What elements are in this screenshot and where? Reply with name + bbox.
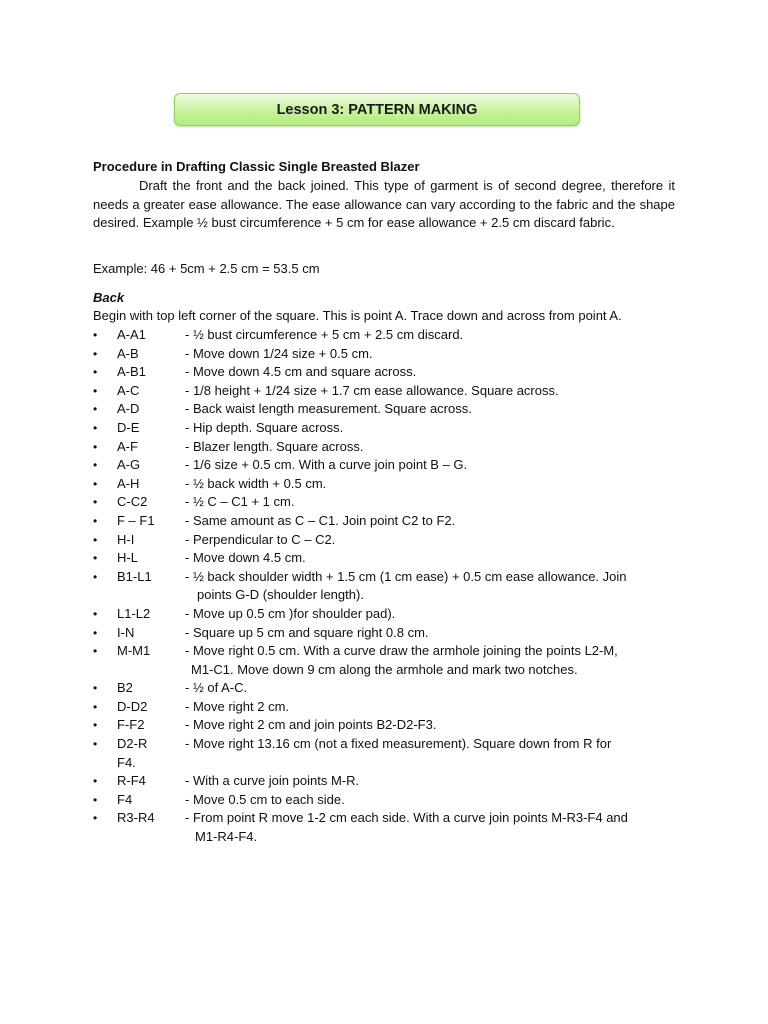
step-item (93, 716, 675, 735)
step-description: - Blazer length. Square across. (185, 438, 364, 454)
bullet-glyph: • (93, 699, 98, 714)
bullet-glyph: • (93, 718, 98, 733)
step-code: A-C (117, 382, 140, 398)
step-code: A-G (117, 457, 141, 473)
bullet-glyph: • (93, 644, 98, 659)
step-description: - Perpendicular to C – C2. (185, 531, 336, 547)
step-code: R3-R4 (117, 810, 155, 826)
drafting-steps-list (93, 326, 675, 847)
step-item (93, 326, 675, 345)
step-code: M-M1 (117, 643, 151, 659)
step-description: - Move right 2 cm. (185, 698, 290, 714)
bullet-glyph: • (93, 383, 98, 398)
lesson-title-banner (174, 93, 580, 126)
bullet-glyph: • (93, 551, 98, 566)
step-item (93, 772, 675, 791)
step-item (93, 568, 675, 605)
step-description: - Same amount as C – C1. Join point C2 to F2. (185, 512, 456, 528)
back-subheading: Back (93, 290, 125, 305)
step-code: D-D2 (117, 698, 148, 714)
step-item (93, 345, 675, 364)
step-item (93, 419, 675, 438)
step-description: - ½ bust circumference + 5 cm + 2.5 cm discard. (185, 327, 464, 342)
step-code: F-F2 (117, 717, 145, 733)
step-description: - 1/8 height + 1/24 size + 1.7 cm ease allowance. Square across. (185, 382, 559, 398)
step-description: - Move right 0.5 cm. With a curve draw the armhole joining the points L2-M, (185, 643, 618, 659)
step-item (93, 438, 675, 457)
step-item (93, 512, 675, 531)
step-item (93, 698, 675, 717)
step-code: D-E (117, 419, 140, 435)
step-description: - Move down 1/24 size + 0.5 cm. (185, 345, 373, 361)
bullet-glyph: • (93, 402, 98, 417)
bullet-glyph: • (93, 495, 98, 510)
step-code: A-F (117, 438, 138, 454)
step-item (93, 791, 675, 810)
step-code: H-I (117, 531, 135, 547)
step-item (93, 549, 675, 568)
bullet-glyph: • (93, 365, 98, 380)
step-description: - Move up 0.5 cm )for shoulder pad). (185, 605, 396, 621)
step-code: A-B (117, 345, 139, 361)
step-description: - Square up 5 cm and square right 0.8 cm. (185, 624, 429, 640)
back-intro-line: Begin with top left corner of the square. This is point A. Trace down and across from point A. (93, 308, 622, 323)
step-description: - Move down 4.5 cm. (185, 550, 306, 566)
step-item (93, 642, 675, 679)
step-code: A-H (117, 475, 140, 491)
step-item (93, 363, 675, 382)
bullet-glyph: • (93, 476, 98, 491)
intro-paragraph: Draft the front and the back joined. This type of garment is of second degree, therefore it needs a greater ease allowance. The ease allowance can vary according to the fabric and the shape desired. Example ½ bust circumference + 5 cm for ease allowance + 2.5 cm discard fabric. (93, 178, 675, 231)
bullet-glyph: • (93, 532, 98, 547)
step-code: F – F1 (117, 512, 155, 528)
step-code: B1-L1 (117, 568, 152, 584)
step-item (93, 735, 675, 772)
bullet-glyph: • (93, 420, 98, 435)
step-description: - From point R move 1-2 cm each side. With a curve join points M-R3-F4 and (185, 810, 628, 826)
step-description-continued: points G-D (shoulder length). (197, 587, 364, 603)
step-description: - 1/6 size + 0.5 cm. With a curve join point B – G. (185, 457, 468, 473)
step-code: I-N (117, 624, 135, 640)
bullet-glyph: • (93, 811, 98, 826)
section-heading: Procedure in Drafting Classic Single Breasted Blazer (93, 159, 420, 174)
step-code: L1-L2 (117, 605, 151, 621)
step-description: - Hip depth. Square across. (185, 419, 344, 435)
step-item (93, 382, 675, 401)
bullet-glyph: • (93, 606, 98, 621)
step-description: - Move right 2 cm and join points B2-D2-F3. (185, 717, 437, 733)
bullet-glyph: • (93, 792, 98, 807)
bullet-glyph: • (93, 513, 98, 528)
step-code: H-L (117, 550, 138, 566)
step-item (93, 809, 675, 846)
step-item (93, 624, 675, 643)
step-item (93, 493, 675, 512)
step-code: A-B1 (117, 364, 146, 380)
step-description: - Back waist length measurement. Square across. (185, 401, 472, 417)
bullet-glyph: • (93, 681, 98, 696)
step-description: - ½ back shoulder width + 1.5 cm (1 cm ease) + 0.5 cm ease allowance. Join (185, 568, 627, 584)
step-description: - ½ C – C1 + 1 cm. (185, 494, 295, 510)
step-item (93, 605, 675, 624)
step-description-wrapped: F4. (117, 754, 136, 770)
step-description-continued: M1-C1. Move down 9 cm along the armhole and mark two notches. (191, 661, 578, 677)
step-item (93, 400, 675, 419)
example-line: Example: 46 + 5cm + 2.5 cm = 53.5 cm (93, 261, 320, 276)
bullet-glyph: • (93, 737, 98, 752)
step-code: R-F4 (117, 773, 146, 789)
bullet-glyph: • (93, 439, 98, 454)
bullet-glyph: • (93, 569, 98, 584)
step-description: - Move 0.5 cm to each side. (185, 791, 345, 807)
step-description: - Move right 13.16 cm (not a fixed measurement). Square down from R for (185, 736, 612, 752)
step-description-continued: M1-R4-F4. (195, 829, 258, 845)
bullet-glyph: • (93, 458, 98, 473)
bullet-glyph: • (93, 625, 98, 640)
step-code: A-D (117, 401, 140, 417)
bullet-glyph: • (93, 774, 98, 789)
bullet-glyph: • (93, 346, 98, 361)
step-item (93, 531, 675, 550)
step-description: - With a curve join points M-R. (185, 773, 360, 789)
step-code: C-C2 (117, 494, 148, 510)
lesson-title: Lesson 3: PATTERN MAKING (276, 101, 478, 118)
step-item (93, 456, 675, 475)
step-code: F4 (117, 791, 133, 807)
step-code: D2-R (117, 736, 148, 752)
step-code: A-A1 (117, 327, 146, 342)
step-description: - ½ back width + 0.5 cm. (185, 475, 327, 491)
step-description: - ½ of A-C. (185, 680, 248, 696)
step-item (93, 475, 675, 494)
step-item (93, 679, 675, 698)
step-description: - Move down 4.5 cm and square across. (185, 364, 417, 380)
step-code: B2 (117, 680, 133, 696)
bullet-glyph: • (93, 328, 98, 342)
